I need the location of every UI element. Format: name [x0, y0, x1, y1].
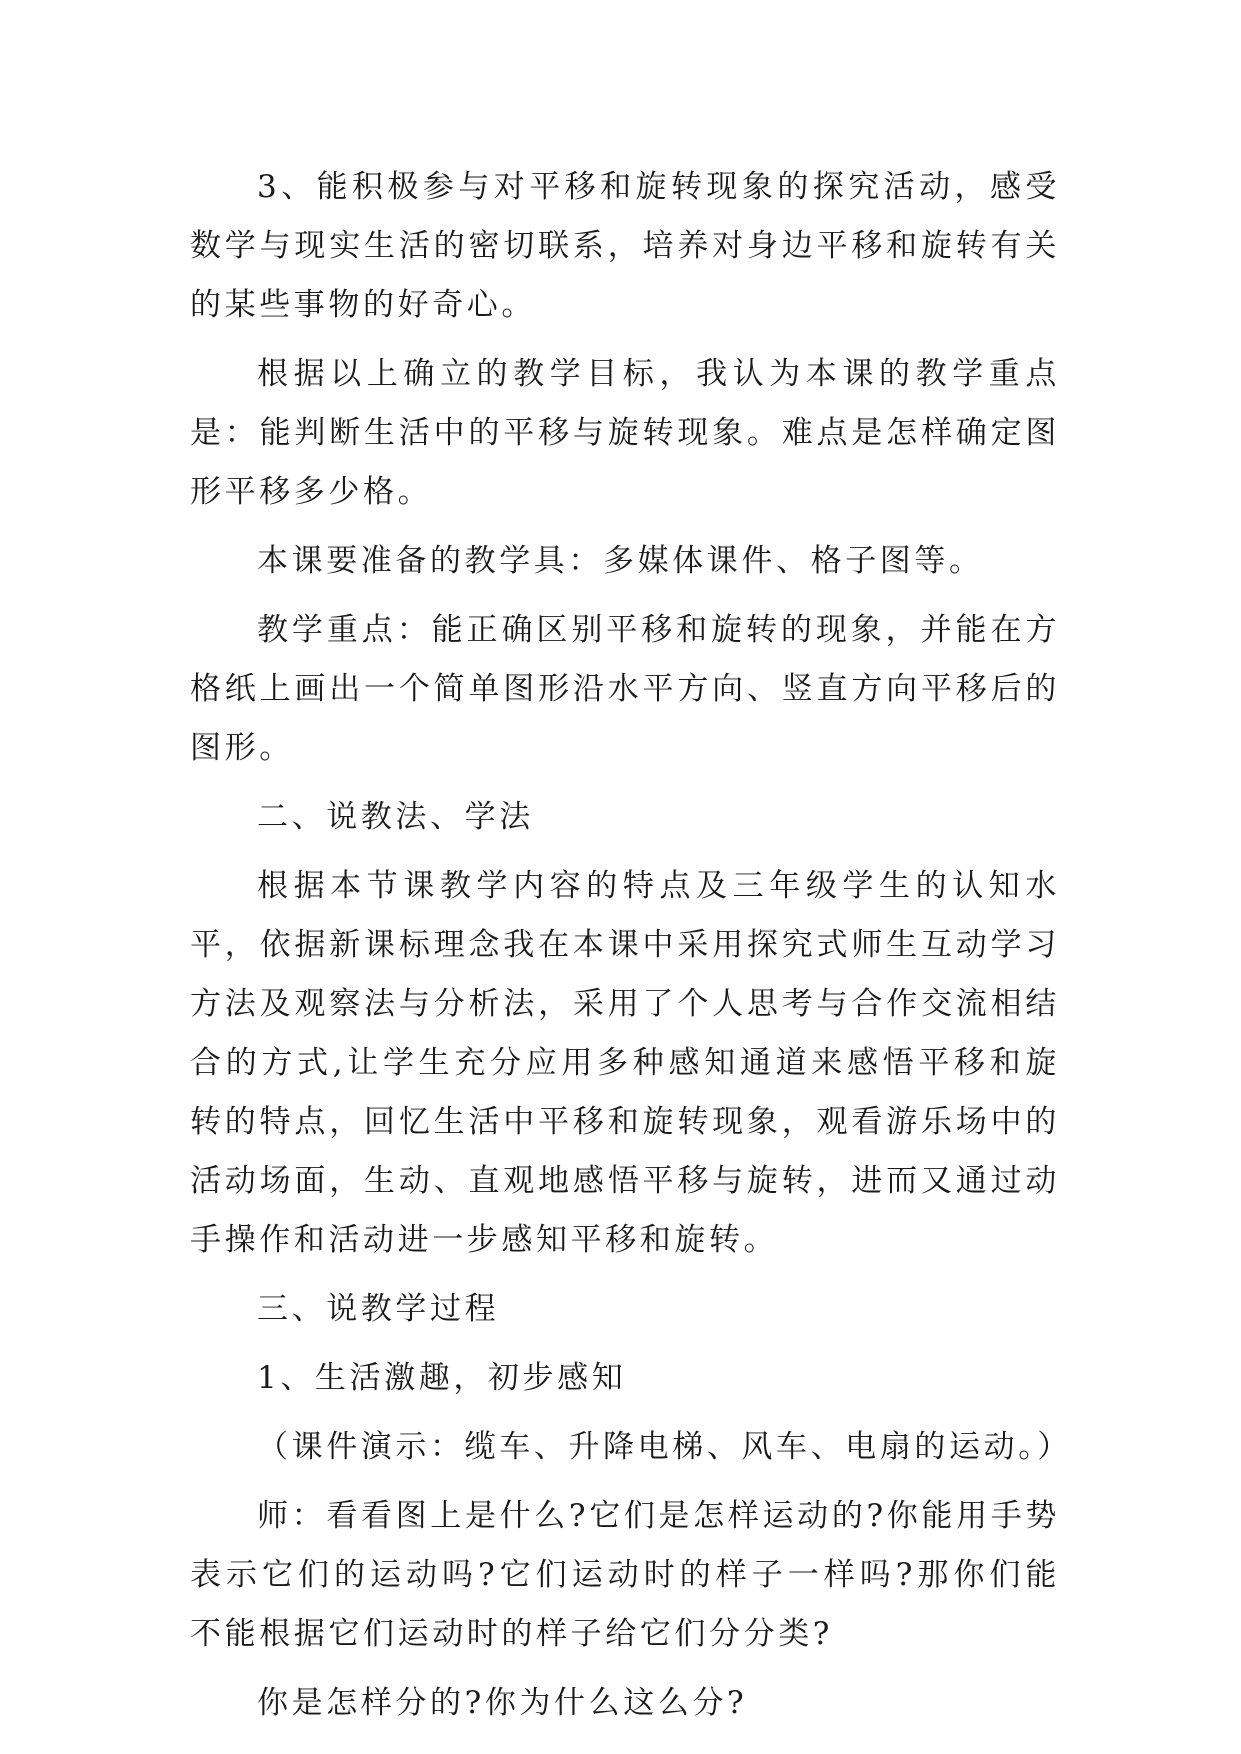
paragraph-key-points: 根据以上确立的教学目标，我认为本课的教学重点是：能判断生活中的平移与旋转现象。难点是怎样确定图形平移多少格。	[190, 356, 1060, 510]
paragraph-teaching-focus: 教学重点：能正确区别平移和旋转的现象，并能在方格纸上画出一个简单图形沿水平方向、竖直方向平移后的图形。	[190, 612, 1060, 766]
section-heading-process: 三、说教学过程	[257, 1291, 500, 1327]
subheading-step-1: 1、生活激趣，初步感知	[257, 1360, 627, 1396]
paragraph-follow-up-question: 你是怎样分的?你为什么这么分?	[257, 1685, 748, 1721]
paragraph-teacher-questions: 师：看看图上是什么?它们是怎样运动的?你能用手势表示它们的运动吗?它们运动时的样子一样吗?那你们能不能根据它们运动时的样子给它们分分类?	[190, 1498, 1060, 1652]
paragraph-methods: 根据本节课教学内容的特点及三年级学生的认知水平，依据新课标理念我在本课中采用探究式师生互动学习方法及观察法与分析法，采用了个人思考与合作交流相结合的方式,让学生充分应用多种感知通道来感悟平移和旋转的特点，回忆生活中平移和旋转现象，观看游乐场中的活动场面，生动、直观地感悟平移与旋转，进而又通过动手操作和活动进一步感知平移和旋转。	[190, 868, 1060, 1258]
section-heading-methods: 二、说教法、学法	[257, 799, 534, 835]
paragraph-courseware-demo: （课件演示：缆车、升降电梯、风车、电扇的运动。）	[257, 1429, 1072, 1465]
paragraph-objective-3: 3、能积极参与对平移和旋转现象的探究活动，感受数学与现实生活的密切联系，培养对身边平移和旋转有关的某些事物的好奇心。	[190, 169, 1060, 323]
body-text	[190, 158, 1072, 1733]
paragraph-teaching-aids: 本课要准备的教学具：多媒体课件、格子图等。	[257, 543, 984, 579]
